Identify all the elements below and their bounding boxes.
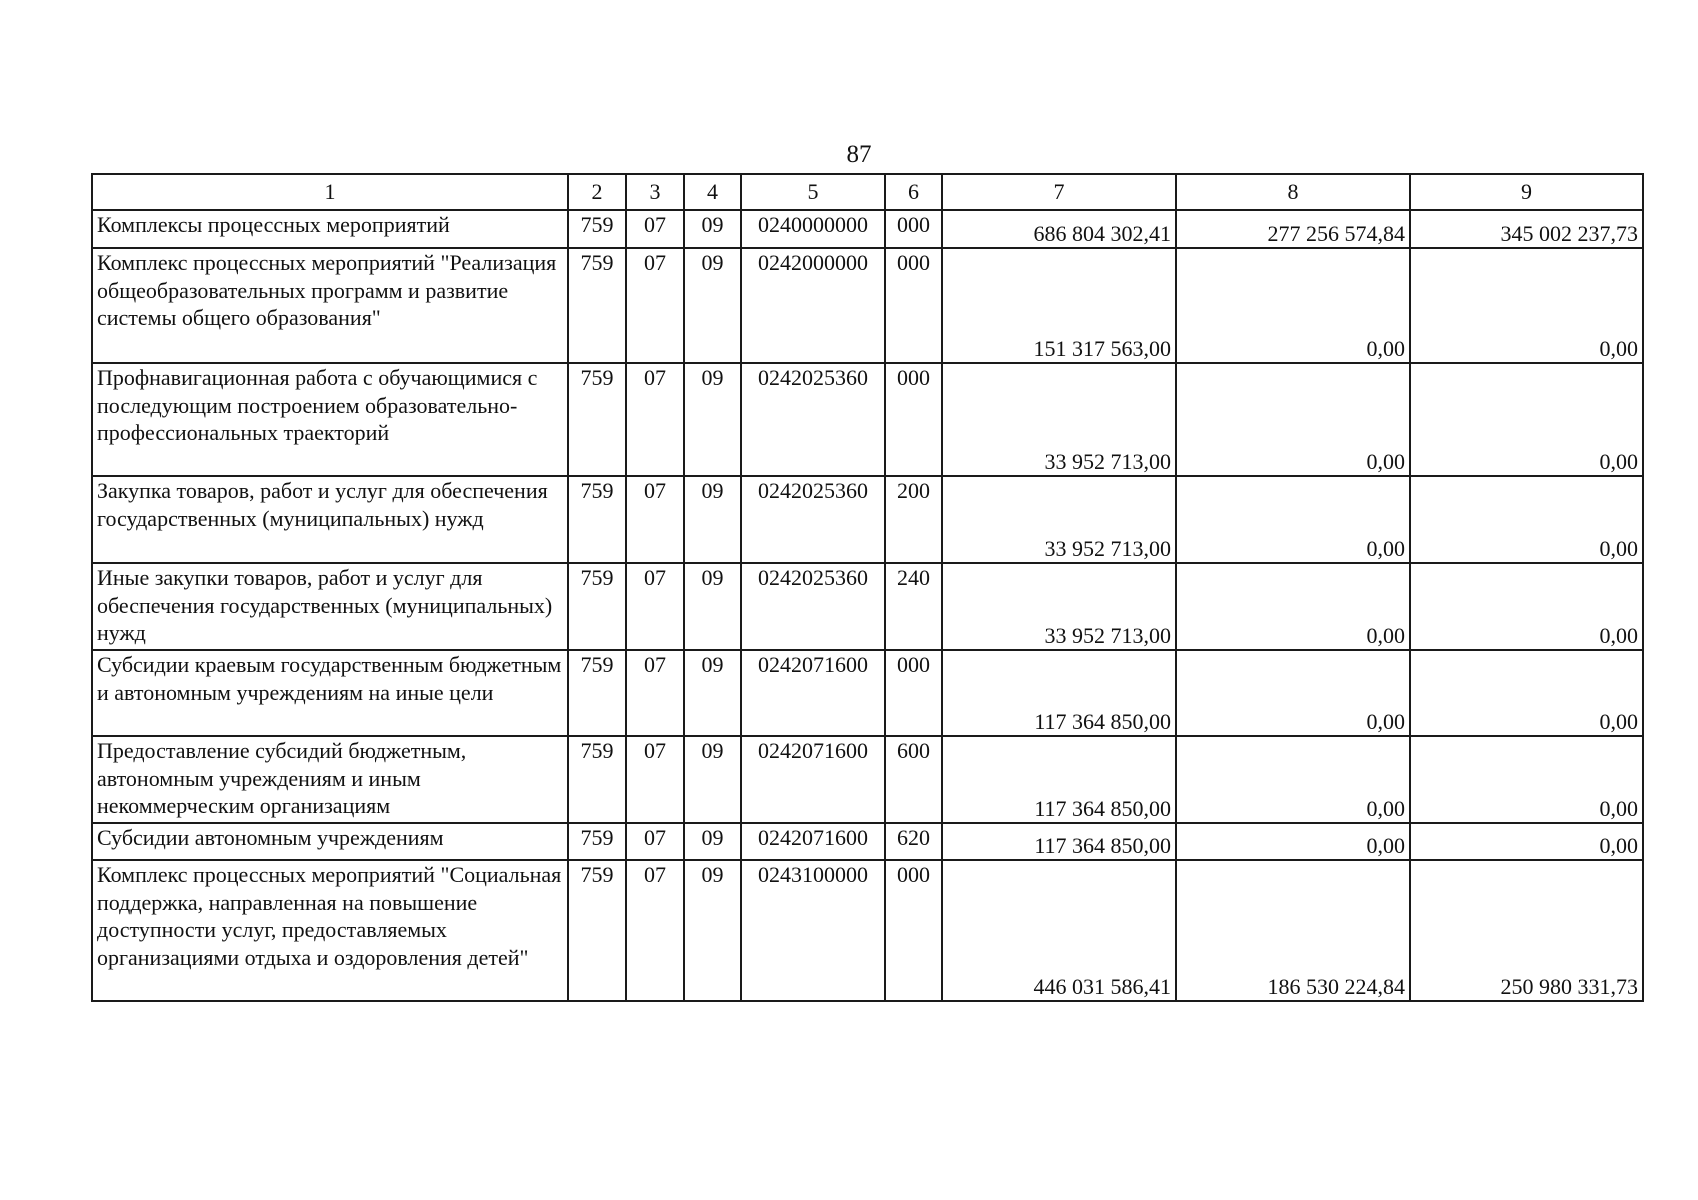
amount-col8: 0,00	[1176, 476, 1410, 563]
subsection-code: 09	[684, 563, 741, 650]
subsection-code: 09	[684, 476, 741, 563]
amount-col7: 151 317 563,00	[942, 248, 1176, 363]
header-cell: 2	[568, 174, 626, 210]
target-article-code: 0243100000	[741, 860, 885, 1001]
expense-type-code: 000	[885, 248, 942, 363]
ministry-code: 759	[568, 210, 626, 248]
header-cell: 6	[885, 174, 942, 210]
amount-col7: 117 364 850,00	[942, 736, 1176, 823]
row-name: Профнавигационная работа с обучающимися с последующим построением образовательно-профессиональных траекторий	[92, 363, 568, 476]
target-article-code: 0242071600	[741, 650, 885, 736]
amount-col7: 33 952 713,00	[942, 363, 1176, 476]
header-cell: 1	[92, 174, 568, 210]
table-row	[92, 823, 1643, 860]
header-cell: 7	[942, 174, 1176, 210]
row-name: Комплекс процессных мероприятий "Реализация общеобразовательных программ и развитие системы общего образования"	[92, 248, 568, 363]
table-body	[92, 174, 1643, 1001]
subsection-code: 09	[684, 363, 741, 476]
amount-col7: 446 031 586,41	[942, 860, 1176, 1001]
row-name: Иные закупки товаров, работ и услуг для обеспечения государственных (муниципальных) нужд	[92, 563, 568, 650]
row-name: Комплексы процессных мероприятий	[92, 210, 568, 248]
target-article-code: 0242025360	[741, 363, 885, 476]
row-name: Предоставление субсидий бюджетным, автономным учреждениям и иным некоммерческим организациям	[92, 736, 568, 823]
subsection-code: 09	[684, 650, 741, 736]
section-code: 07	[626, 476, 684, 563]
expense-type-code: 240	[885, 563, 942, 650]
target-article-code: 0242071600	[741, 736, 885, 823]
amount-col8: 0,00	[1176, 823, 1410, 860]
section-code: 07	[626, 363, 684, 476]
expense-type-code: 620	[885, 823, 942, 860]
target-article-code: 0242071600	[741, 823, 885, 860]
amount-col8: 0,00	[1176, 736, 1410, 823]
amount-col7: 33 952 713,00	[942, 476, 1176, 563]
target-article-code: 0242025360	[741, 476, 885, 563]
amount-col9: 0,00	[1410, 736, 1643, 823]
amount-col9: 0,00	[1410, 363, 1643, 476]
header-row	[92, 174, 1643, 210]
subsection-code: 09	[684, 860, 741, 1001]
page-number: 87	[846, 141, 872, 168]
ministry-code: 759	[568, 563, 626, 650]
table-row	[92, 248, 1643, 363]
amount-col9: 0,00	[1410, 248, 1643, 363]
section-code: 07	[626, 860, 684, 1001]
ministry-code: 759	[568, 823, 626, 860]
section-code: 07	[626, 736, 684, 823]
target-article-code: 0242000000	[741, 248, 885, 363]
amount-col9: 0,00	[1410, 650, 1643, 736]
budget-table	[91, 173, 1644, 1002]
section-code: 07	[626, 650, 684, 736]
ministry-code: 759	[568, 650, 626, 736]
amount-col9: 0,00	[1410, 823, 1643, 860]
row-name: Комплекс процессных мероприятий "Социальная поддержка, направленная на повышение доступности услуг, предоставляемых организациями отдыха и оздоровления детей"	[92, 860, 568, 1001]
expense-type-code: 000	[885, 860, 942, 1001]
table-row	[92, 476, 1643, 563]
amount-col9: 345 002 237,73	[1410, 210, 1643, 248]
row-name: Субсидии автономным учреждениям	[92, 823, 568, 860]
table-row	[92, 363, 1643, 476]
section-code: 07	[626, 563, 684, 650]
table-row	[92, 736, 1643, 823]
row-name: Субсидии краевым государственным бюджетным и автономным учреждениям на иные цели	[92, 650, 568, 736]
subsection-code: 09	[684, 248, 741, 363]
target-article-code: 0240000000	[741, 210, 885, 248]
expense-type-code: 200	[885, 476, 942, 563]
expense-type-code: 600	[885, 736, 942, 823]
amount-col8: 0,00	[1176, 363, 1410, 476]
amount-col8: 277 256 574,84	[1176, 210, 1410, 248]
amount-col7: 117 364 850,00	[942, 823, 1176, 860]
amount-col8: 0,00	[1176, 248, 1410, 363]
ministry-code: 759	[568, 476, 626, 563]
ministry-code: 759	[568, 860, 626, 1001]
header-cell: 4	[684, 174, 741, 210]
ministry-code: 759	[568, 363, 626, 476]
target-article-code: 0242025360	[741, 563, 885, 650]
header-cell: 9	[1410, 174, 1643, 210]
header-cell: 5	[741, 174, 885, 210]
section-code: 07	[626, 248, 684, 363]
section-code: 07	[626, 823, 684, 860]
amount-col8: 0,00	[1176, 563, 1410, 650]
section-code: 07	[626, 210, 684, 248]
ministry-code: 759	[568, 736, 626, 823]
amount-col9: 0,00	[1410, 563, 1643, 650]
amount-col9: 0,00	[1410, 476, 1643, 563]
table-row	[92, 210, 1643, 248]
subsection-code: 09	[684, 823, 741, 860]
table-row	[92, 860, 1643, 1001]
expense-type-code: 000	[885, 650, 942, 736]
subsection-code: 09	[684, 736, 741, 823]
table-row	[92, 650, 1643, 736]
amount-col7: 33 952 713,00	[942, 563, 1176, 650]
amount-col8: 0,00	[1176, 650, 1410, 736]
row-name: Закупка товаров, работ и услуг для обеспечения государственных (муниципальных) нужд	[92, 476, 568, 563]
ministry-code: 759	[568, 248, 626, 363]
subsection-code: 09	[684, 210, 741, 248]
table-row	[92, 563, 1643, 650]
expense-type-code: 000	[885, 363, 942, 476]
amount-col7: 686 804 302,41	[942, 210, 1176, 248]
header-cell: 8	[1176, 174, 1410, 210]
header-cell: 3	[626, 174, 684, 210]
amount-col7: 117 364 850,00	[942, 650, 1176, 736]
amount-col8: 186 530 224,84	[1176, 860, 1410, 1001]
expense-type-code: 000	[885, 210, 942, 248]
amount-col9: 250 980 331,73	[1410, 860, 1643, 1001]
